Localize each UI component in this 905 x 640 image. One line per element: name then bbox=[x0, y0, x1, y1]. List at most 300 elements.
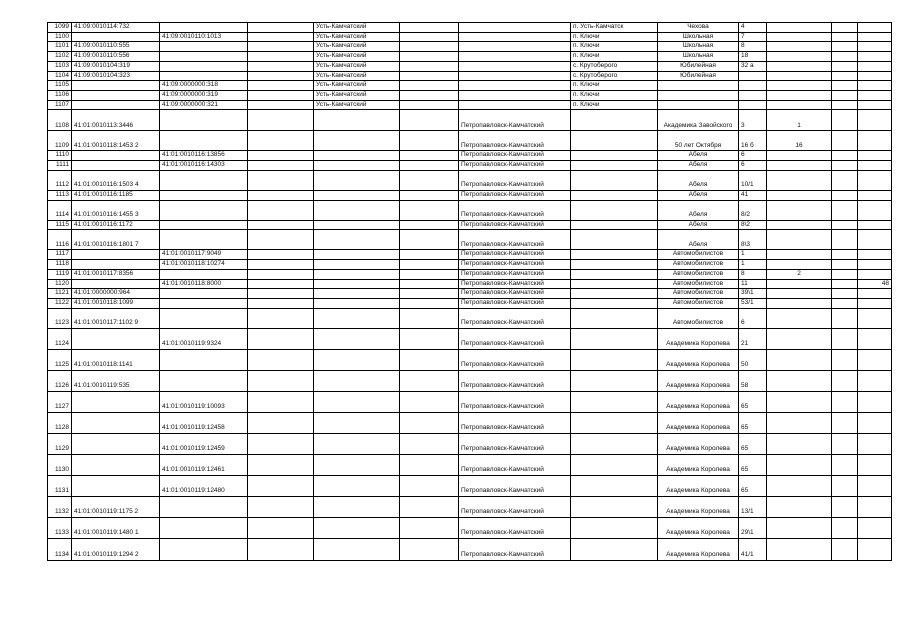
blank-cell bbox=[400, 260, 459, 270]
district bbox=[314, 161, 400, 171]
district bbox=[314, 190, 400, 200]
district: Усть-Камчатский bbox=[314, 42, 400, 52]
settlement bbox=[571, 260, 658, 270]
row-number: 1101 bbox=[48, 42, 72, 52]
blank-cell bbox=[400, 110, 459, 131]
blank-cell bbox=[400, 131, 459, 151]
blank-cell bbox=[400, 61, 459, 71]
house-number: 18 bbox=[739, 52, 767, 62]
cadastral-number: 41:09:0010110:555 bbox=[72, 42, 160, 52]
city: Петропавловск-Камчатский bbox=[459, 190, 571, 200]
street bbox=[658, 81, 739, 91]
house-number: 13/1 bbox=[739, 496, 767, 517]
settlement: п. Ключи bbox=[571, 90, 658, 100]
street: Автомобилистов bbox=[658, 298, 739, 308]
settlement bbox=[571, 391, 658, 412]
apartment: 16 bbox=[767, 131, 832, 151]
street: Академика Королева bbox=[658, 391, 739, 412]
cadastral-number: 41:01:0010119:535 bbox=[72, 370, 160, 391]
city bbox=[459, 61, 571, 71]
blank-cell bbox=[248, 269, 314, 279]
cadastral-number-2: 41:01:0010117:9049 bbox=[160, 250, 248, 260]
blank-cell bbox=[248, 161, 314, 171]
extra-value bbox=[858, 250, 892, 260]
city bbox=[459, 52, 571, 62]
apartment bbox=[767, 496, 832, 517]
blank-cell bbox=[248, 230, 314, 250]
blank-cell bbox=[832, 170, 858, 190]
house-number: 53/1 bbox=[739, 298, 767, 308]
apartment bbox=[767, 161, 832, 171]
extra-value bbox=[858, 71, 892, 81]
district bbox=[314, 475, 400, 496]
blank-cell bbox=[832, 250, 858, 260]
blank-cell bbox=[832, 220, 858, 230]
table-row bbox=[48, 161, 892, 171]
house-number: 32 а bbox=[739, 61, 767, 71]
cadastral-number: 41:01:0010117:8356 bbox=[72, 269, 160, 279]
house-number: 6 bbox=[739, 151, 767, 161]
settlement bbox=[571, 370, 658, 391]
district: Усть-Камчатский bbox=[314, 100, 400, 110]
blank-cell bbox=[400, 454, 459, 475]
cadastral-number: 41:01:0000000:964 bbox=[72, 289, 160, 299]
street bbox=[658, 100, 739, 110]
cadastral-number: 41:01:0010113:3446 bbox=[72, 110, 160, 131]
blank-cell bbox=[832, 161, 858, 171]
blank-cell bbox=[248, 170, 314, 190]
apartment bbox=[767, 230, 832, 250]
house-number: 50 bbox=[739, 349, 767, 370]
blank-cell bbox=[400, 190, 459, 200]
table-row bbox=[48, 71, 892, 81]
row-number: 1133 bbox=[48, 517, 72, 538]
city: Петропавловск-Камчатский bbox=[459, 170, 571, 190]
blank-cell bbox=[400, 230, 459, 250]
row-number: 1122 bbox=[48, 298, 72, 308]
row-number: 1126 bbox=[48, 370, 72, 391]
street: Абеля bbox=[658, 161, 739, 171]
settlement: с. Крутоберого bbox=[571, 61, 658, 71]
table-row bbox=[48, 230, 892, 250]
blank-cell bbox=[248, 433, 314, 454]
extra-value bbox=[858, 81, 892, 91]
blank-cell bbox=[832, 100, 858, 110]
blank-cell bbox=[832, 260, 858, 270]
house-number: 6 bbox=[739, 161, 767, 171]
settlement: п. Усть-Камчатск bbox=[571, 23, 658, 33]
settlement: п. Ключи bbox=[571, 32, 658, 42]
cadastral-number bbox=[72, 391, 160, 412]
cadastral-number bbox=[72, 454, 160, 475]
blank-cell bbox=[400, 298, 459, 308]
cadastral-number bbox=[72, 279, 160, 289]
table-row bbox=[48, 52, 892, 62]
district: Усть-Камчатский bbox=[314, 90, 400, 100]
blank-cell bbox=[248, 538, 314, 560]
cadastral-number-2 bbox=[160, 71, 248, 81]
street: Автомобилистов bbox=[658, 250, 739, 260]
extra-value bbox=[858, 161, 892, 171]
blank-cell bbox=[400, 161, 459, 171]
cadastral-number-2 bbox=[160, 220, 248, 230]
extra-value bbox=[858, 100, 892, 110]
cadastral-number: 41:01:0010119:1294 2 bbox=[72, 538, 160, 560]
blank-cell bbox=[400, 220, 459, 230]
apartment bbox=[767, 220, 832, 230]
house-number: 8 bbox=[739, 269, 767, 279]
cadastral-number bbox=[72, 412, 160, 433]
house-number bbox=[739, 81, 767, 91]
district: Усть-Камчатский bbox=[314, 71, 400, 81]
blank-cell bbox=[832, 269, 858, 279]
house-number: 65 bbox=[739, 391, 767, 412]
blank-cell bbox=[832, 42, 858, 52]
blank-cell bbox=[400, 349, 459, 370]
house-number: 65 bbox=[739, 433, 767, 454]
table-row bbox=[48, 220, 892, 230]
blank-cell bbox=[248, 32, 314, 42]
row-number: 1128 bbox=[48, 412, 72, 433]
city bbox=[459, 100, 571, 110]
blank-cell bbox=[832, 190, 858, 200]
cadastral-number-2 bbox=[160, 61, 248, 71]
district bbox=[314, 433, 400, 454]
city bbox=[459, 71, 571, 81]
table-row bbox=[48, 279, 892, 289]
table-row bbox=[48, 110, 892, 131]
cadastral-number-2 bbox=[160, 349, 248, 370]
extra-value bbox=[858, 517, 892, 538]
extra-value bbox=[858, 61, 892, 71]
extra-value bbox=[858, 52, 892, 62]
cadastral-number-2 bbox=[160, 308, 248, 328]
apartment bbox=[767, 289, 832, 299]
apartment bbox=[767, 32, 832, 42]
street: Автомобилистов bbox=[658, 308, 739, 328]
cadastral-number bbox=[72, 100, 160, 110]
extra-value bbox=[858, 110, 892, 131]
row-number: 1134 bbox=[48, 538, 72, 560]
district: Усть-Камчатский bbox=[314, 61, 400, 71]
cadastral-number-2 bbox=[160, 52, 248, 62]
street: Академика Королева bbox=[658, 475, 739, 496]
row-number: 1110 bbox=[48, 151, 72, 161]
district bbox=[314, 279, 400, 289]
table-row bbox=[48, 250, 892, 260]
blank-cell bbox=[400, 279, 459, 289]
settlement bbox=[571, 454, 658, 475]
row-number: 1115 bbox=[48, 220, 72, 230]
blank-cell bbox=[832, 517, 858, 538]
blank-cell bbox=[832, 496, 858, 517]
row-number: 1100 bbox=[48, 32, 72, 42]
blank-cell bbox=[248, 260, 314, 270]
blank-cell bbox=[832, 538, 858, 560]
street: Автомобилистов bbox=[658, 279, 739, 289]
row-number: 1107 bbox=[48, 100, 72, 110]
cadastral-number: 41:09:0010104:323 bbox=[72, 71, 160, 81]
settlement bbox=[571, 475, 658, 496]
extra-value bbox=[858, 42, 892, 52]
apartment bbox=[767, 200, 832, 220]
blank-cell bbox=[400, 200, 459, 220]
street: 50 лет Октября bbox=[658, 131, 739, 151]
blank-cell bbox=[832, 370, 858, 391]
city: Петропавловск-Камчатский bbox=[459, 289, 571, 299]
house-number: 41 bbox=[739, 190, 767, 200]
street: Академика Королева bbox=[658, 433, 739, 454]
blank-cell bbox=[832, 200, 858, 220]
street: Школьная bbox=[658, 52, 739, 62]
extra-value bbox=[858, 90, 892, 100]
apartment bbox=[767, 412, 832, 433]
cadastral-number-2 bbox=[160, 269, 248, 279]
table-row bbox=[48, 131, 892, 151]
house-number: 8 bbox=[739, 42, 767, 52]
street: Академика Королева bbox=[658, 328, 739, 349]
house-number: 16 б bbox=[739, 131, 767, 151]
settlement bbox=[571, 308, 658, 328]
city: Петропавловск-Камчатский bbox=[459, 269, 571, 279]
blank-cell bbox=[400, 170, 459, 190]
district: Усть-Камчатский bbox=[314, 81, 400, 91]
settlement bbox=[571, 151, 658, 161]
city: Петропавловск-Камчатский bbox=[459, 161, 571, 171]
apartment bbox=[767, 42, 832, 52]
district bbox=[314, 308, 400, 328]
blank-cell bbox=[400, 23, 459, 33]
house-number: 11 bbox=[739, 279, 767, 289]
city: Петропавловск-Камчатский bbox=[459, 391, 571, 412]
cadastral-number-2: 41:01:0010119:9324 bbox=[160, 328, 248, 349]
blank-cell bbox=[248, 81, 314, 91]
cadastral-number bbox=[72, 260, 160, 270]
city: Петропавловск-Камчатский bbox=[459, 517, 571, 538]
extra-value bbox=[858, 475, 892, 496]
blank-cell bbox=[832, 71, 858, 81]
cadastral-number bbox=[72, 433, 160, 454]
table-row bbox=[48, 475, 892, 496]
house-number: 4 bbox=[739, 23, 767, 33]
street: Академика Завойского bbox=[658, 110, 739, 131]
blank-cell bbox=[832, 308, 858, 328]
cadastral-number-2: 41:01:0010119:12459 bbox=[160, 433, 248, 454]
house-number: 1 bbox=[739, 250, 767, 260]
extra-value bbox=[858, 220, 892, 230]
cadastral-number-2: 41:09:0010110:1013 bbox=[160, 32, 248, 42]
street: Академика Королева bbox=[658, 538, 739, 560]
row-number: 1106 bbox=[48, 90, 72, 100]
blank-cell bbox=[832, 61, 858, 71]
cadastral-number bbox=[72, 328, 160, 349]
table-row bbox=[48, 370, 892, 391]
cadastral-number-2 bbox=[160, 110, 248, 131]
blank-cell bbox=[400, 100, 459, 110]
registry-table bbox=[47, 22, 892, 561]
city: Петропавловск-Камчатский bbox=[459, 328, 571, 349]
extra-value bbox=[858, 289, 892, 299]
apartment bbox=[767, 517, 832, 538]
table-row bbox=[48, 42, 892, 52]
table-row bbox=[48, 349, 892, 370]
extra-value bbox=[858, 538, 892, 560]
blank-cell bbox=[248, 90, 314, 100]
district bbox=[314, 269, 400, 279]
street: Академика Королева bbox=[658, 454, 739, 475]
cadastral-number-2: 41:01:0010116:14303 bbox=[160, 161, 248, 171]
settlement: п. Ключи bbox=[571, 42, 658, 52]
apartment bbox=[767, 391, 832, 412]
row-number: 1099 bbox=[48, 23, 72, 33]
house-number: 7 bbox=[739, 32, 767, 42]
blank-cell bbox=[832, 151, 858, 161]
extra-value bbox=[858, 412, 892, 433]
house-number: 8\3 bbox=[739, 230, 767, 250]
district bbox=[314, 200, 400, 220]
district bbox=[314, 412, 400, 433]
city: Петропавловск-Камчатский bbox=[459, 433, 571, 454]
settlement bbox=[571, 190, 658, 200]
cadastral-number bbox=[72, 161, 160, 171]
apartment bbox=[767, 349, 832, 370]
blank-cell bbox=[248, 151, 314, 161]
row-number: 1118 bbox=[48, 260, 72, 270]
table-row bbox=[48, 517, 892, 538]
street: Академика Королева bbox=[658, 517, 739, 538]
apartment bbox=[767, 298, 832, 308]
cadastral-number bbox=[72, 475, 160, 496]
city: Петропавловск-Камчатский bbox=[459, 349, 571, 370]
blank-cell bbox=[248, 308, 314, 328]
settlement bbox=[571, 349, 658, 370]
house-number: 10/1 bbox=[739, 170, 767, 190]
extra-value bbox=[858, 308, 892, 328]
cadastral-number: 41:01:0010119:1480 1 bbox=[72, 517, 160, 538]
blank-cell bbox=[248, 496, 314, 517]
house-number: 8\2 bbox=[739, 220, 767, 230]
cadastral-number-2: 41:09:0000000:319 bbox=[160, 90, 248, 100]
district bbox=[314, 517, 400, 538]
blank-cell bbox=[248, 110, 314, 131]
blank-cell bbox=[832, 32, 858, 42]
settlement bbox=[571, 538, 658, 560]
city: Петропавловск-Камчатский bbox=[459, 454, 571, 475]
extra-value bbox=[858, 190, 892, 200]
blank-cell bbox=[248, 23, 314, 33]
house-number: 29\1 bbox=[739, 517, 767, 538]
extra-value bbox=[858, 433, 892, 454]
blank-cell bbox=[400, 475, 459, 496]
cadastral-number-2: 41:09:0000000:321 bbox=[160, 100, 248, 110]
street: Автомобилистов bbox=[658, 269, 739, 279]
cadastral-number-2: 41:09:0000000:318 bbox=[160, 81, 248, 91]
street: Абеля bbox=[658, 220, 739, 230]
row-number: 1105 bbox=[48, 81, 72, 91]
blank-cell bbox=[400, 391, 459, 412]
settlement: с. Крутоберого bbox=[571, 71, 658, 81]
blank-cell bbox=[400, 412, 459, 433]
settlement bbox=[571, 230, 658, 250]
table-row bbox=[48, 289, 892, 299]
blank-cell bbox=[248, 71, 314, 81]
cadastral-number-2: 41:01:0010118:10274 bbox=[160, 260, 248, 270]
apartment: 2 bbox=[767, 269, 832, 279]
cadastral-number bbox=[72, 81, 160, 91]
extra-value bbox=[858, 151, 892, 161]
street: Абеля bbox=[658, 230, 739, 250]
settlement bbox=[571, 220, 658, 230]
row-number: 1127 bbox=[48, 391, 72, 412]
extra-value: 48 bbox=[858, 279, 892, 289]
table-row bbox=[48, 200, 892, 220]
table-row bbox=[48, 433, 892, 454]
apartment bbox=[767, 250, 832, 260]
row-number: 1117 bbox=[48, 250, 72, 260]
row-number: 1111 bbox=[48, 161, 72, 171]
table-row bbox=[48, 454, 892, 475]
cadastral-number-2: 41:01:0010119:10093 bbox=[160, 391, 248, 412]
blank-cell bbox=[248, 454, 314, 475]
city bbox=[459, 81, 571, 91]
row-number: 1129 bbox=[48, 433, 72, 454]
table-row bbox=[48, 298, 892, 308]
city bbox=[459, 90, 571, 100]
cadastral-number bbox=[72, 90, 160, 100]
cadastral-number: 41:01:0010116:1801 7 bbox=[72, 230, 160, 250]
apartment bbox=[767, 61, 832, 71]
settlement bbox=[571, 496, 658, 517]
apartment bbox=[767, 23, 832, 33]
street: Чехова bbox=[658, 23, 739, 33]
extra-value bbox=[858, 170, 892, 190]
district bbox=[314, 496, 400, 517]
district: Усть-Камчатский bbox=[314, 52, 400, 62]
cadastral-number-2 bbox=[160, 496, 248, 517]
settlement bbox=[571, 289, 658, 299]
row-number: 1130 bbox=[48, 454, 72, 475]
extra-value bbox=[858, 269, 892, 279]
street: Академика Королева bbox=[658, 412, 739, 433]
street: Юбилейная bbox=[658, 61, 739, 71]
table-row bbox=[48, 308, 892, 328]
blank-cell bbox=[832, 230, 858, 250]
cadastral-number bbox=[72, 32, 160, 42]
blank-cell bbox=[832, 52, 858, 62]
blank-cell bbox=[400, 496, 459, 517]
settlement: п. Ключи bbox=[571, 81, 658, 91]
cadastral-number: 41:09:0010110:556 bbox=[72, 52, 160, 62]
house-number: 6 bbox=[739, 308, 767, 328]
table-row bbox=[48, 100, 892, 110]
blank-cell bbox=[832, 349, 858, 370]
apartment bbox=[767, 454, 832, 475]
district bbox=[314, 220, 400, 230]
blank-cell bbox=[248, 328, 314, 349]
cadastral-number-2 bbox=[160, 131, 248, 151]
district bbox=[314, 454, 400, 475]
row-number: 1123 bbox=[48, 308, 72, 328]
blank-cell bbox=[248, 200, 314, 220]
district bbox=[314, 538, 400, 560]
extra-value bbox=[858, 454, 892, 475]
blank-cell bbox=[400, 52, 459, 62]
blank-cell bbox=[400, 250, 459, 260]
blank-cell bbox=[248, 412, 314, 433]
row-number: 1112 bbox=[48, 170, 72, 190]
city: Петропавловск-Камчатский bbox=[459, 151, 571, 161]
settlement bbox=[571, 161, 658, 171]
